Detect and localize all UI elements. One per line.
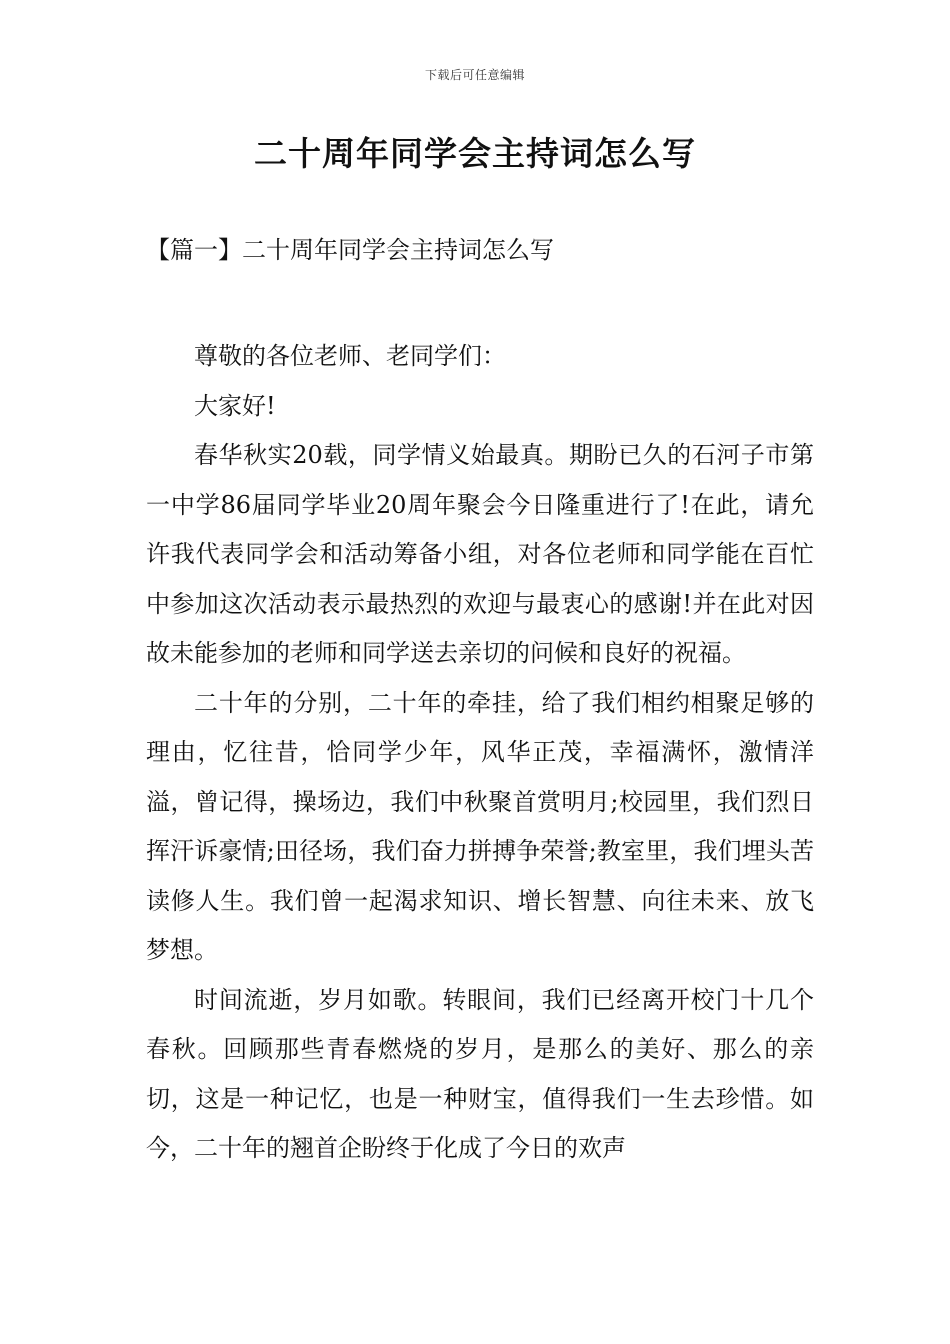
document-title: 二十周年同学会主持词怎么写 [254, 134, 696, 173]
paragraph-salutation: 尊敬的各位老师、老同学们： [194, 342, 506, 370]
section-heading: 【篇一】二十周年同学会主持词怎么写 [146, 236, 554, 264]
header-note: 下载后可任意编辑 [424, 68, 525, 82]
paragraph-greeting: 大家好! [194, 391, 276, 420]
body-text [146, 332, 814, 1174]
paragraph: 二十年的分别，二十年的牵挂，给了我们相约相聚足够的理由，忆往昔，恰同学少年，风华正茂，幸福满怀，激情洋溢，曾记得，操场边，我们中秋聚首赏明月;校园里，我们烈日挥汗诉豪情;田径场，我们奋力拼搏争荣誉;教室里，我们埋头苦读修人生。我们曾一起渴求知识、增长智慧、向往未来、放飞梦想。 [146, 688, 814, 964]
paragraph: 春华秋实20载，同学情义始最真。期盼已久的石河子市第一中学86届同学毕业20周年聚会今日隆重进行了!在此，请允许我代表同学会和活动筹备小组，对各位老师和同学能在百忙中参加这次活动表示最热烈的欢迎与最衷心的感谢!并在此对因故未能参加的老师和同学送去亲切的问候和良好的祝福。 [146, 441, 814, 667]
paragraph: 时间流逝，岁月如歌。转眼间，我们已经离开校门十几个春秋。回顾那些青春燃烧的岁月，是那么的美好、那么的亲切，这是一种记忆，也是一种财宝，值得我们一生去珍惜。如今，二十年的翘首企盼终于化成了今日的欢声 [146, 985, 814, 1162]
